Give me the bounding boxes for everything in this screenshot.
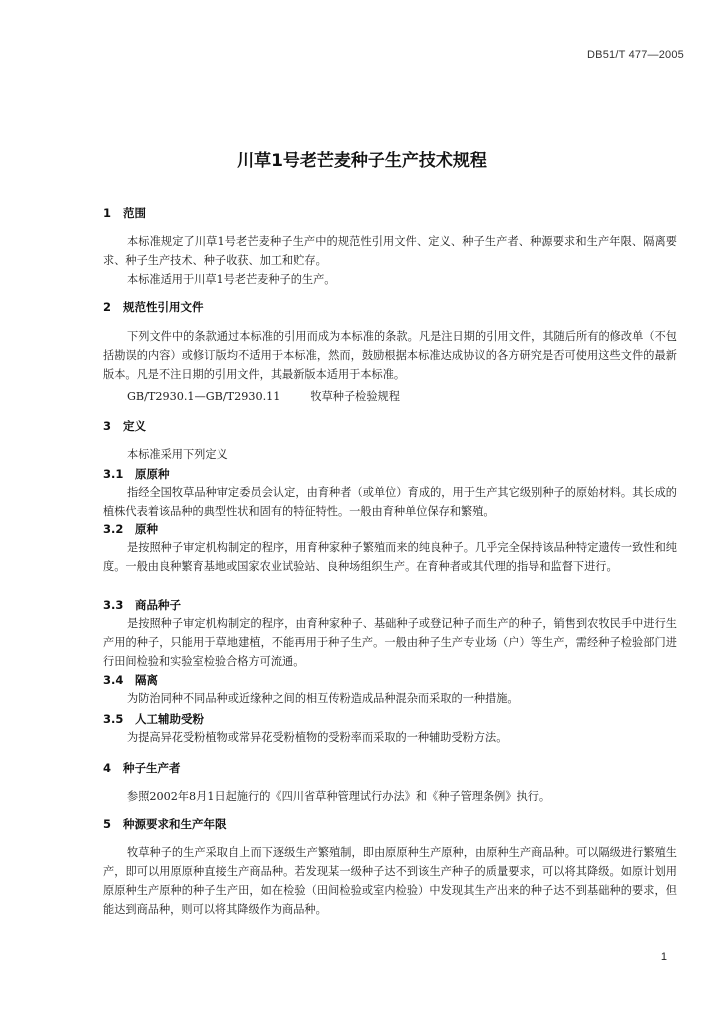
definition-3-2-heading bbox=[103, 521, 158, 537]
section-number: 5 bbox=[103, 817, 112, 831]
section-5-heading bbox=[103, 816, 227, 832]
section-title: 定义 bbox=[123, 419, 146, 433]
definition-3-1-text: 指经全国牧草品种审定委员会认定，由育种者（或单位）育成的，用于生产其它级别种子的原始材料。其长成的植株代表着该品种的典型性状和固有的特征特性。一般由育种单位保存和繁殖。 bbox=[103, 486, 677, 518]
section-number: 1 bbox=[103, 206, 112, 220]
subsection-title: 原种 bbox=[135, 522, 158, 536]
section-3-heading bbox=[103, 418, 146, 434]
section-number: 4 bbox=[103, 761, 112, 775]
definition-3-4-text: 为防治同种不同品种或近缘种之间的相互传粉造成品种混杂而采取的一种措施。 bbox=[127, 692, 519, 705]
section-5-paragraph-1: 牧草种子的生产采取自上而下逐级生产繁殖制，即由原原种生产原种，由原种生产商品种。可以隔级进行繁殖生产，即可以用原原种直接生产商品种。若发现某一级种子达不到该生产种子的质量要求，可以将其降级。如原计划用原原种生产原种的种子生产田，如在检验（田间检验或室内检验）中发现其生产出来的种子达不到基础种的要求，但能达到商品种，则可以将其降级作为商品种。 bbox=[103, 846, 677, 916]
section-number: 2 bbox=[103, 300, 112, 314]
subsection-title: 原原种 bbox=[135, 467, 170, 481]
subsection-number: 3.1 bbox=[103, 467, 124, 481]
section-3-intro: 本标准采用下列定义 bbox=[127, 448, 228, 461]
definition-3-5-heading bbox=[103, 711, 204, 727]
section-2-heading bbox=[103, 299, 204, 315]
subsection-number: 3.5 bbox=[103, 712, 124, 726]
section-4-heading bbox=[103, 760, 181, 776]
section-1-heading bbox=[103, 205, 146, 221]
section-title: 种源要求和生产年限 bbox=[123, 817, 227, 831]
subsection-number: 3.2 bbox=[103, 522, 124, 536]
section-title: 种子生产者 bbox=[123, 761, 181, 775]
section-4-paragraph-1: 参照2002年8月1日起施行的《四川省草种管理试行办法》和《种子管理条例》执行。 bbox=[127, 790, 551, 803]
reference-code: GB/T2930.1—GB/T2930.11 bbox=[127, 390, 281, 403]
section-title: 规范性引用文件 bbox=[123, 300, 204, 314]
section-2-paragraph-1: 下列文件中的条款通过本标准的引用而成为本标准的条款。凡是注日期的引用文件，其随后所有的修改单（不包括勘误的内容）或修订版均不适用于本标准，然而，鼓励根据本标准达成协议的各方研究是否可使用这些文件的最新版本。凡是不注日期的引用文件，其最新版本适用于本标准。 bbox=[103, 330, 677, 381]
definition-3-3-heading bbox=[103, 597, 181, 613]
reference-title: 牧草种子检验规程 bbox=[310, 390, 400, 403]
section-title: 范围 bbox=[123, 206, 146, 220]
definition-3-1-heading bbox=[103, 466, 170, 482]
subsection-number: 3.3 bbox=[103, 598, 124, 612]
definition-3-4-heading bbox=[103, 672, 158, 688]
subsection-title: 隔离 bbox=[135, 673, 158, 687]
subsection-title: 商品种子 bbox=[135, 598, 181, 612]
definition-3-5-text: 为提高异花受粉植物或常异花受粉植物的受粉率而采取的一种辅助受粉方法。 bbox=[127, 731, 508, 744]
standard-code: DB51/T 477—2005 bbox=[587, 49, 684, 61]
section-1-paragraph-1: 本标准规定了川草1号老芒麦种子生产中的规范性引用文件、定义、种子生产者、种源要求和生产年限、隔离要求、种子生产技术、种子收获、加工和贮存。 bbox=[103, 235, 677, 267]
section-number: 3 bbox=[103, 419, 112, 433]
section-1-paragraph-2: 本标准适用于川草1号老芒麦种子的生产。 bbox=[127, 273, 336, 286]
subsection-number: 3.4 bbox=[103, 673, 124, 687]
definition-3-2-text: 是按照种子审定机构制定的程序，用育种家种子繁殖而来的纯良种子。几乎完全保持该品种特定遗传一致性和纯度。一般由良种繁育基地或国家农业试验站、良种场组织生产。在育种者或其代理的指导和监督下进行。 bbox=[103, 541, 677, 573]
subsection-title: 人工辅助受粉 bbox=[135, 712, 204, 726]
page-number: 1 bbox=[660, 951, 667, 963]
document-title: 川草1号老芒麦种子生产技术规程 bbox=[237, 151, 487, 171]
reference-entry bbox=[127, 388, 400, 404]
definition-3-3-text: 是按照种子审定机构制定的程序，由育种家种子、基础种子或登记种子而生产的种子，销售到农牧民手中进行生产用的种子，只能用于草地建植，不能再用于种子生产。一般由种子生产专业场（户）等生产，需经种子检验部门进行田间检验和实验室检验合格方可流通。 bbox=[103, 617, 677, 668]
